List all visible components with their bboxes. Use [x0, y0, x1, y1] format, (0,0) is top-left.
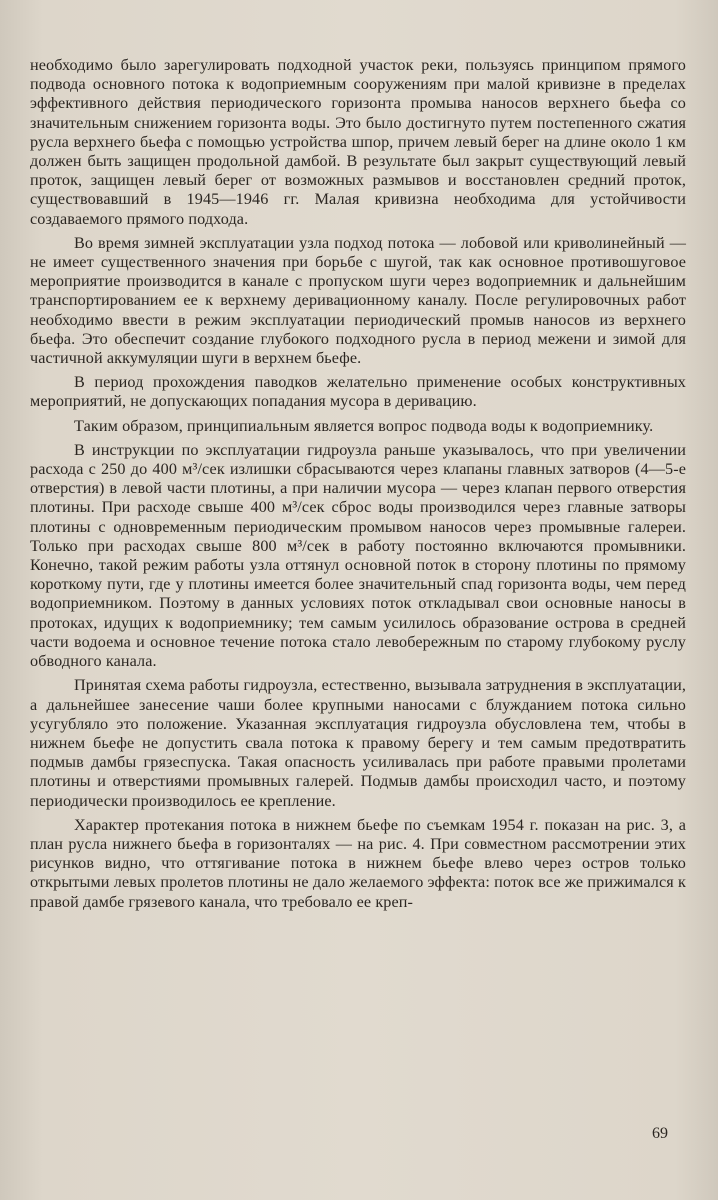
paragraph: В период прохождения паводков желательно применение особых конструктивных мероприятий, не допускающих попадания мусора в деривацию.: [30, 373, 686, 411]
paragraph: В инструкции по эксплуатации гидроузла раньше указывалось, что при увеличении расхода с 250 до 400 м³/сек излишки сбрасываются через клапаны главных затворов (4—5-е отверстия) в левой части плотины, а при наличии мусора — через клапан первого отверстия плотины. При расходе свыше 400 м³/сек сброс воды производился через главные затворы плотины с одновременным периодическим промывом наносов через промывные галереи. Только при расходах свыше 800 м³/сек в работу постоянно включаются промывники. Конечно, такой режим работы узла оттянул основной поток в сторону плотины по прямому короткому пути, где у плотины имеется более значительный спад горизонта воды, чем перед водоприемником. Поэтому в данных условиях поток откладывал свои основные наносы в протоках, идущих к водоприемнику; тем самым усилилось образование острова в средней части водоема и основное течение потока стало левобережным по старому глубокому руслу обводного канала.: [30, 440, 686, 671]
page-number: 69: [652, 1125, 668, 1142]
paragraph: Принятая схема работы гидроузла, естественно, вызывала затруднения в эксплуатации, а дальнейшее занесение чаши более крупными наносами с блужданием потока сильно усугубляло это положение. Указанная эксплуатация гидроузла обусловлена тем, чтобы в нижнем бьефе не допустить свала потока к правому берегу и тем самым предотвратить подмыв дамбы грязеспуска. Такая опасность усиливалась при работе правыми пролетами плотины и отверстиями промывных галерей. Подмыв дамбы происходил часто, и поэтому периодически производилось ее крепление.: [30, 676, 686, 810]
paragraph: Во время зимней эксплуатации узла подход потока — лобовой или криволинейный — не имеет существенного значения при борьбе с шугой, так как основное противошуговое мероприятие производится в канале с пропуском шуги через водоприемник и дальнейшим транспортированием ее к верхнему деривационному каналу. После регулировочных работ необходимо ввести в режим эксплуатации периодический промыв наносов из верхнего бьефа. Это обеспечит создание глубокого подходного русла в период межени и зимой для частичной аккумуляции шуги в верхнем бьефе.: [30, 233, 686, 368]
paragraph: Таким образом, принципиальным является вопрос подвода воды к водоприемнику.: [74, 416, 654, 435]
paragraph: Характер протекания потока в нижнем бьефе по съемкам 1954 г. показан на рис. 3, а план русла нижнего бьефа в горизонталях — на рис. 4. При совместном рассмотрении этих рисунков видно, что оттягивание потока в нижнем бьефе влево через остров только открытыми левых пролетов плотины не дало желаемого эффекта: поток все же прижимался к правой дамбе грязевого канала, что требовало ее креп-: [30, 815, 686, 911]
paragraph: необходимо было зарегулировать подходной участок реки, пользуясь принципом прямого подвода основного потока к водоприемным сооружениям при малой кривизне в пределах эффективного действия периодического горизонта промыва наносов верхнего бьефа со значительным снижением горизонта воды. Это было достигнуто путем постепенного сжатия русла верхнего бьефа с помощью устройства шпор, причем левый берег на длине около 1 км должен быть защищен продольной дамбой. В результате был закрыт существующий левый проток, защищен левый берег от возможных размывов и восстановлен средний проток, существовавший в 1945—1946 гг. Малая кривизна необходима для устойчивости создаваемого прямого подхода.: [30, 56, 686, 228]
body-text: [30, 56, 686, 912]
